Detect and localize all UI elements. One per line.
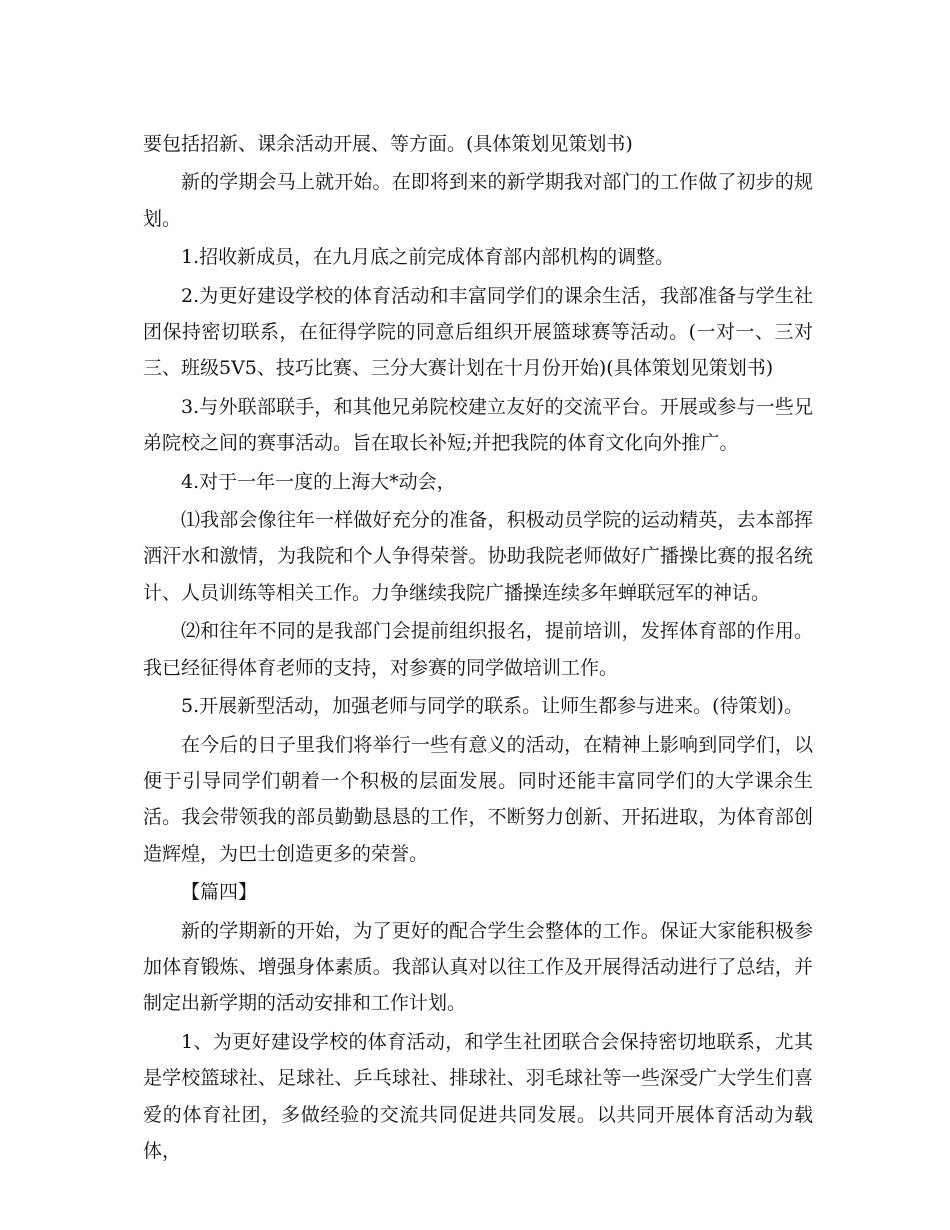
paragraph-part-four-intro: 新的学期新的开始，为了更好的配合学生会整体的工作。保证大家能积极参加体育锻炼、增强身体素质。我部认真对以往工作及开展得活动进行了总结，并制定出新学期的活动安排和工作计划。 xyxy=(143,919,813,1015)
section-heading-part-four: 【篇四】 xyxy=(181,881,258,904)
paragraph-item-2: 2.为更好建设学校的体育活动和丰富同学们的课余生活，我部准备与学生社团保持密切联系，在征得学院的同意后组织开展篮球赛等活动。(一对一、三对三、班级5V5、技巧比赛、三分大赛计划在十月份开始)(具体策划见策划书) xyxy=(143,284,813,380)
paragraph-recruitment-summary: 要包括招新、课余活动开展、等方面。(具体策划见策划书) xyxy=(143,133,633,155)
paragraph-new-semester-plan: 新的学期会马上就开始。在即将到来的新学期我对部门的工作做了初步的规划。 xyxy=(143,171,813,230)
paragraph-item-4-sub-1: ⑴我部会像往年一样做好充分的准备，积极动员学院的运动精英，去本部挥洒汗水和激情，为我院和个人争得荣誉。协助我院老师做好广播操比赛的报名统计、人员训练等相关工作。力争继续我院广播操连续多年蝉联冠军的神话。 xyxy=(143,509,813,604)
paragraph-closing: 在今后的日子里我们将举行一些有意义的活动，在精神上影响到同学们，以便于引导同学们朝着一个积极的层面发展。同时还能丰富同学们的大学课余生活。我会带领我的部员勤勤恳恳的工作，不断努力创新、开拓进取，为体育部创造辉煌，为巴士创造更多的荣誉。 xyxy=(143,733,813,865)
paragraph-item-1: 1.招收新成员，在九月底之前完成体育部内部机构的调整。 xyxy=(181,246,675,269)
paragraph-part-four-item-1: 1、为更好建设学校的体育活动，和学生社团联合会保持密切地联系，尤其是学校篮球社、足球社、乒乓球社、排球社、羽毛球社等一些深受广大学生们喜爱的体育社团，多做经验的交流共同促进共同发展。以共同开展体育活动为载体， xyxy=(143,1030,813,1162)
paragraph-item-5: 5.开展新型活动，加强老师与同学的联系。让师生都参与进来。(待策划)。 xyxy=(181,695,803,718)
paragraph-item-4-sub-2: ⑵和往年不同的是我部门会提前组织报名，提前培训，发挥体育部的作用。我已经征得体育老师的支持，对参赛的同学做培训工作。 xyxy=(143,620,813,679)
paragraph-item-4: 4.对于一年一度的上海大*动会， xyxy=(181,470,456,493)
paragraph-item-3: 3.与外联部联手，和其他兄弟院校建立友好的交流平台。开展或参与一些兄弟院校之间的赛事活动。旨在取长补短;并把我院的体育文化向外推广。 xyxy=(143,395,813,455)
document-body xyxy=(143,126,813,1169)
